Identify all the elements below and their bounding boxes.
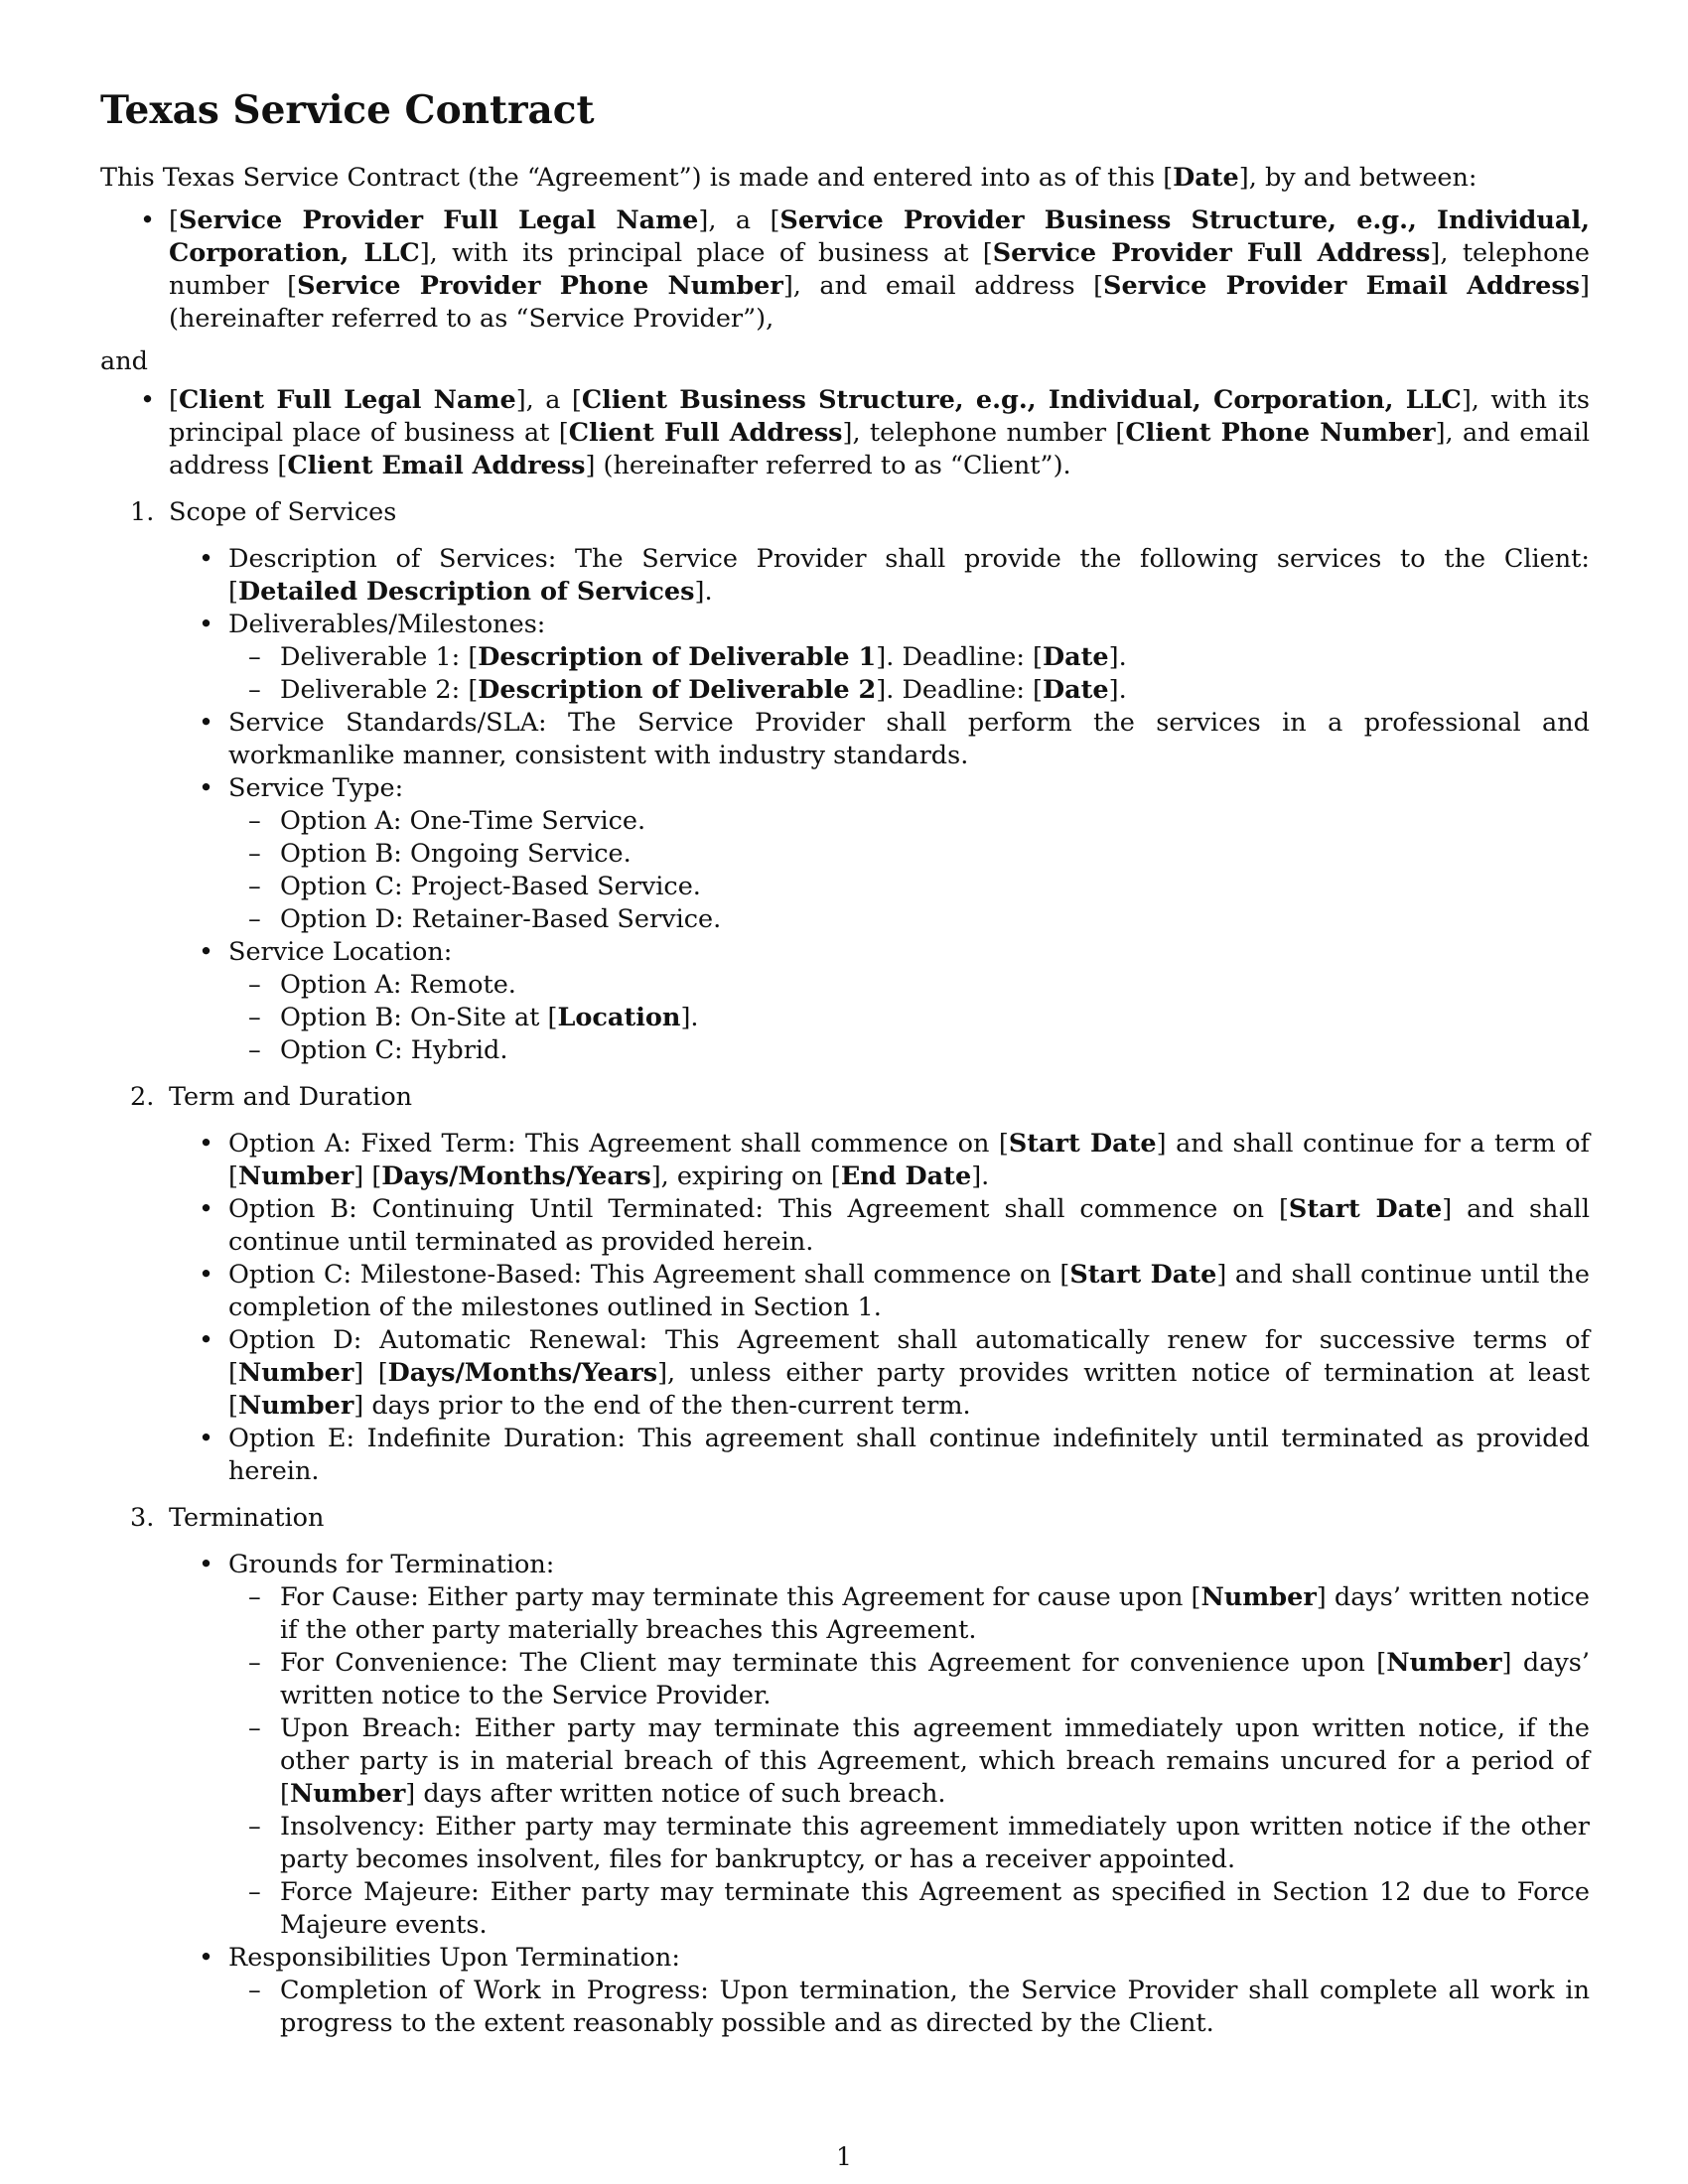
bullet-icon: • xyxy=(199,1193,214,1224)
sub-item-completion: – Completion of Work in Progress: Upon termination, the Service Provider shall complete all work in progress to the extent reasonably possible and as directed by the Client. xyxy=(248,1975,1590,2038)
bullet-icon: • xyxy=(199,1549,214,1579)
dash-icon: – xyxy=(248,641,261,672)
sub-item-upon-breach: – Upon Breach: Either party may terminate this agreement immediately upon written notice, if the other party is in material breach of this Agreement, which breach remains uncured for a period of [Number] days after written notice of such breach. xyxy=(248,1712,1590,1809)
sub-item-for-convenience: – For Convenience: The Client may terminate this Agreement for convenience upon [Number] days’ written notice to the Service Provider. xyxy=(248,1647,1591,1710)
dash-icon: – xyxy=(248,871,261,901)
sub-item-type: – Option B: Ongoing Service. xyxy=(248,838,632,869)
party-client: • [Client Full Legal Name], a [Client Business Structure, e.g., Individual, Corporation, LLC], with its principal place of business at [Client Full Address], telephone number [Client Phone Number], and email address [Client Email Address] (hereinafter referred to as “Client”). xyxy=(140,384,1591,480)
list-item-option-b: • Option B: Continuing Until Terminated: This Agreement shall commence on [Start Date] and shall continue until terminated as provided herein. xyxy=(199,1193,1590,1257)
sub-item-location: – Option C: Hybrid. xyxy=(248,1034,508,1065)
section-number: 3. xyxy=(130,1502,155,1533)
sub-item-deliverable-2: – Deliverable 2: [Description of Deliverable 2]. Deadline: [Date]. xyxy=(248,674,1127,705)
sub-item-force-majeure: – Force Majeure: Either party may terminate this Agreement as specified in Section 12 due to Force Majeure events. xyxy=(248,1876,1590,1940)
bullet-icon: • xyxy=(199,936,214,967)
dash-icon: – xyxy=(248,1811,261,1842)
dash-icon: – xyxy=(248,1876,261,1907)
and-text: and xyxy=(100,345,148,376)
section-title: Scope of Services xyxy=(169,496,397,527)
bullet-icon: • xyxy=(199,609,214,639)
dash-icon: – xyxy=(248,1647,261,1678)
list-item-standards: • Service Standards/SLA: The Service Provider shall perform the services in a professional and workmanlike manner, consistent with industry standards. xyxy=(199,707,1590,770)
dash-icon: – xyxy=(248,1712,261,1743)
list-item-option-e: • Option E: Indefinite Duration: This agreement shall continue indefinitely until terminated as provided herein. xyxy=(199,1423,1590,1486)
list-item-deliverables: • Deliverables/Milestones: – Deliverable 1: [Description of Deliverable 1]. Deadline: [Date]. – Deliverable 2: [Description of Deliverable 2]. Deadline: [Date]. xyxy=(169,609,1590,707)
bullet-icon: • xyxy=(199,1423,214,1453)
bullet-icon: • xyxy=(140,205,156,235)
sub-item-type: – Option D: Retainer-Based Service. xyxy=(248,903,722,934)
dash-icon: – xyxy=(248,1581,261,1612)
sub-item-insolvency: – Insolvency: Either party may terminate this agreement immediately upon written notice if the other party becomes insolvent, files for bankruptcy, or has a receiver appointed. xyxy=(248,1811,1590,1874)
section-number: 2. xyxy=(130,1081,155,1112)
list-item-service-location: • Service Location: – Option A: Remote. – Option B: On-Site at [Location]. – Option C: Hybrid. xyxy=(169,936,1590,1067)
list-item-responsibilities: • Responsibilities Upon Termination: – Completion of Work in Progress: Upon termination, the Service Provider shall complete all work in progress to the extent reasonably possible and as directed by the Client. xyxy=(199,1942,1590,2038)
bullet-icon: • xyxy=(199,707,214,738)
dash-icon: – xyxy=(248,1034,261,1065)
intro-paragraph: This Texas Service Contract (the “Agreement”) is made and entered into as of this [Date], by and between: xyxy=(100,162,1477,193)
sub-item-type: – Option C: Project-Based Service. xyxy=(248,871,701,901)
bullet-icon: • xyxy=(199,1128,214,1159)
section-termination xyxy=(100,1502,1590,2040)
section-title: Termination xyxy=(169,1502,325,1533)
document-title: Texas Service Contract xyxy=(100,87,595,133)
list-item-grounds: • Grounds for Termination: – For Cause: Either party may terminate this Agreement for cause upon [Number] days’ written notice if the other party materially breaches this Agreement. – For Convenience: The Client may terminate this Agreement for convenience upon [Number] days’ written notice to the Service Provider. – Upon Breach: Either party may terminate this agreement immediately upon written notice, if the other party is in material breach of this Agreement, which breach remains uncured for a period of [Number] days after written notice of such breach. – Insolvency: Either party may terminate this agreement immediately upon written notice if the other party becomes insolvent, files for bankruptcy, or has a receiver appointed. – Force Majeure: Either party may terminate this Agreement as specified in Section 12 due to Force Majeure events. xyxy=(199,1549,1591,1940)
section-scope-of-services xyxy=(100,496,1590,1067)
bullet-icon: • xyxy=(199,1324,214,1355)
list-item-option-c: • Option C: Milestone-Based: This Agreement shall commence on [Start Date] and shall continue until the completion of the milestones outlined in Section 1. xyxy=(199,1259,1590,1322)
bullet-icon: • xyxy=(199,772,214,803)
sub-item-type: – Option A: One-Time Service. xyxy=(248,805,646,836)
bullet-icon: • xyxy=(199,1942,214,1973)
bullet-icon: • xyxy=(199,1259,214,1290)
dash-icon: – xyxy=(248,903,261,934)
sub-item-location: – Option A: Remote. xyxy=(248,969,516,1000)
dash-icon: – xyxy=(248,969,261,1000)
list-item-service-type: • Service Type: – Option A: One-Time Service. – Option B: Ongoing Service. – Option C: Project-Based Service. – Option D: Retainer-Based Service. xyxy=(169,772,1590,936)
page-number: 1 xyxy=(836,2142,852,2171)
section-term-and-duration xyxy=(100,1081,1590,1488)
section-number: 1. xyxy=(130,496,155,527)
dash-icon: – xyxy=(248,805,261,836)
dash-icon: – xyxy=(248,1002,261,1032)
party-service-provider: • [Service Provider Full Legal Name], a [Service Provider Business Structure, e.g., Individual, Corporation, LLC], with its principal place of business at [Service Provider Full Address], telephone number [Service Provider Phone Number], and email address [Service Provider Email Address] (hereinafter referred to as “Service Provider”), xyxy=(140,205,1591,334)
dash-icon: – xyxy=(248,838,261,869)
list-item-option-a: • Option A: Fixed Term: This Agreement shall commence on [Start Date] and shall continue for a term of [Number] [Days/Months/Years], expiring on [End Date]. xyxy=(199,1128,1590,1191)
bullet-icon: • xyxy=(199,543,214,574)
list-item-description: • Description of Services: The Service Provider shall provide the following services to the Client: [Detailed Description of Services]. xyxy=(199,543,1590,607)
sub-item-for-cause: – For Cause: Either party may terminate this Agreement for cause upon [Number] days’ written notice if the other party materially breaches this Agreement. xyxy=(248,1581,1590,1645)
list-item-option-d: • Option D: Automatic Renewal: This Agreement shall automatically renew for successive terms of [Number] [Days/Months/Years], unless either party provides written notice of termination at least [Number] days prior to the end of the then-current term. xyxy=(199,1324,1590,1421)
sub-item-location: – Option B: On-Site at [Location]. xyxy=(248,1002,699,1032)
bullet-icon: • xyxy=(140,384,156,415)
dash-icon: – xyxy=(248,674,261,705)
sub-item-deliverable-1: – Deliverable 1: [Description of Deliverable 1]. Deadline: [Date]. xyxy=(248,641,1127,672)
document-page xyxy=(100,87,1590,2040)
section-title: Term and Duration xyxy=(169,1081,413,1112)
dash-icon: – xyxy=(248,1975,261,2005)
